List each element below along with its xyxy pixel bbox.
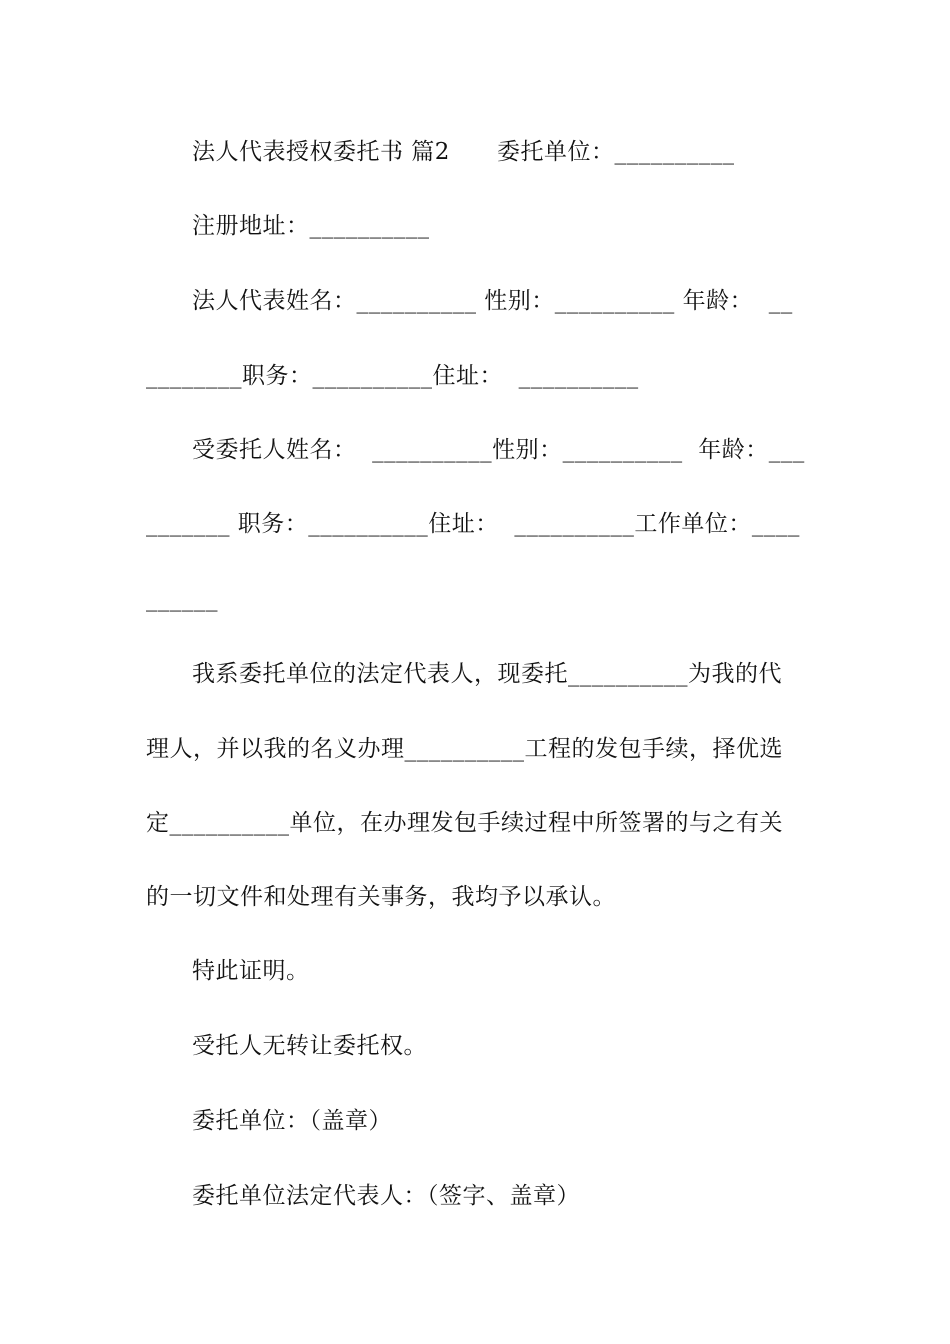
no-transfer-line: 受托人无转让委托权。	[192, 1033, 427, 1059]
trustee-info-continued: _______ 职务：__________住址： __________工作单位：____	[146, 511, 800, 537]
body-paragraph-line-4: 的一切文件和处理有关事务，我均予以承认。	[146, 884, 616, 910]
trustee-info-end: ______	[146, 586, 218, 612]
registered-address-line: 注册地址：__________	[192, 213, 430, 239]
title-line: 法人代表授权委托书 篇2 委托单位：__________	[192, 139, 735, 165]
body-paragraph-line-1: 我系委托单位的法定代表人，现委托__________为我的代	[192, 661, 782, 687]
legal-rep-info-line: 法人代表姓名：__________ 性别：__________ 年龄： __	[192, 288, 793, 314]
legal-rep-signature-line: 委托单位法定代表人：（签字、盖章）	[192, 1183, 580, 1209]
body-paragraph-line-2: 理人，并以我的名义办理__________工程的发包手续，择优选	[146, 736, 783, 762]
trustee-info-line: 受委托人姓名： __________性别：__________ 年龄：___	[192, 437, 805, 463]
legal-rep-info-continued: ________职务：__________住址： __________	[146, 363, 639, 389]
certification-line: 特此证明。	[192, 958, 310, 984]
body-paragraph-line-3: 定__________单位，在办理发包手续过程中所签署的与之有关	[146, 810, 783, 836]
entrusting-unit-seal-line: 委托单位：（盖章）	[192, 1108, 392, 1134]
